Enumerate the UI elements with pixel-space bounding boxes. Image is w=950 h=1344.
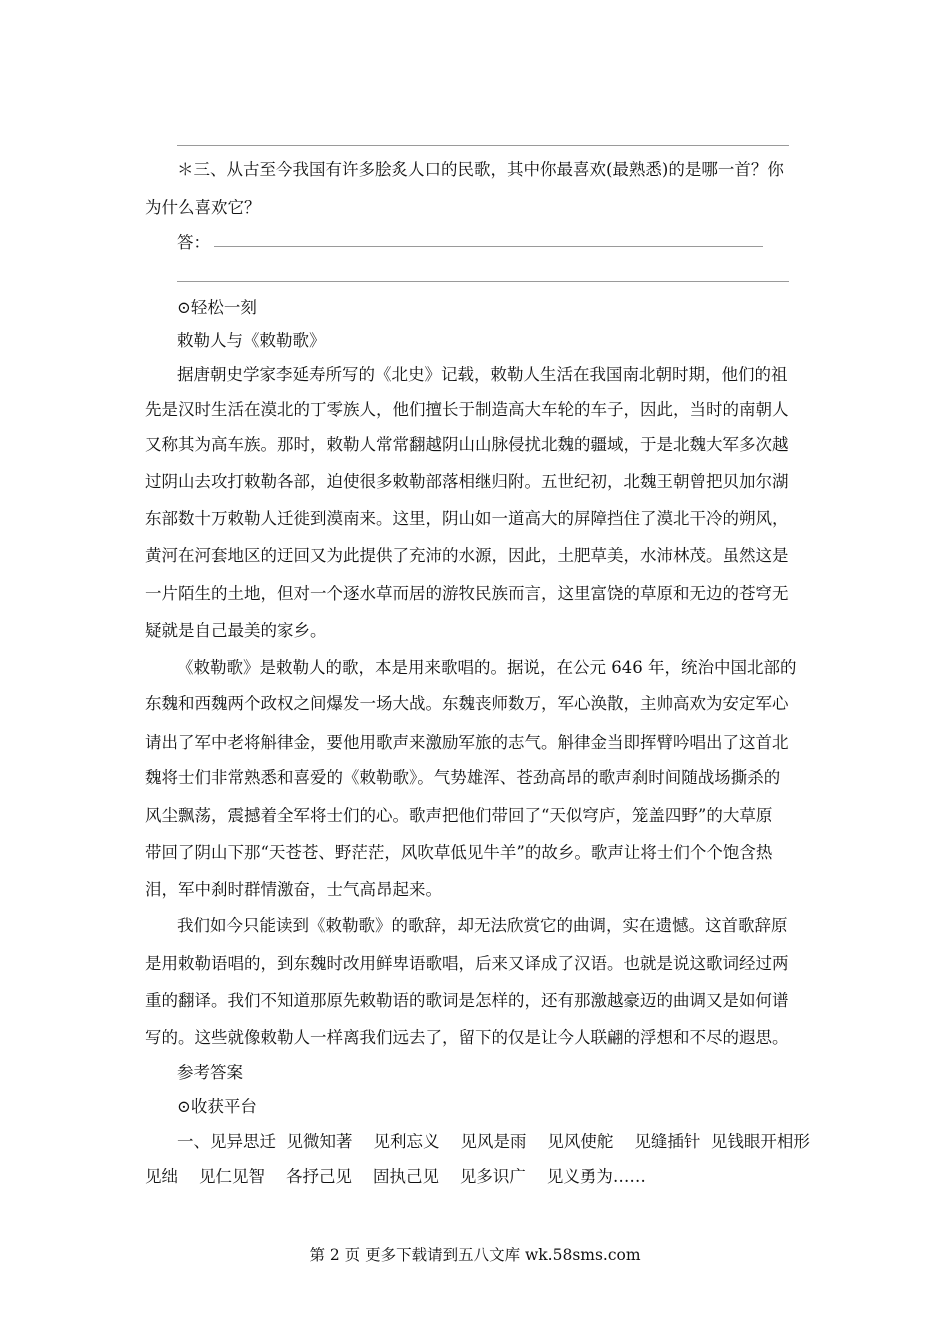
relax-section-heading: ⊙轻松一刻 [177,298,257,317]
answer-label: 答： [177,233,210,252]
article-title: 敕勒人与《敕勒歌》 [177,331,326,350]
paragraph-1-line: 据唐朝史学家李延寿所写的《北史》记载，敕勒人生活在我国南北朝时期，他们的祖 [177,365,788,384]
answer-line-2: 见绌 见仁见智 各抒己见 固执己见 见多识广 见义勇为…… [145,1167,646,1186]
paragraph-3-line: 是用敕勒语唱的，到东魏时改用鲜卑语歌唱，后来又译成了汉语。也就是说这歌词经过两 [145,954,789,973]
paragraph-1-line: 先是汉时生活在漠北的丁零族人，他们擅长于制造高大车轮的车子，因此，当时的南朝人 [145,400,789,419]
question-3-line-1: ＊三、从古至今我国有许多脍炙人口的民歌，其中你最喜欢(最熟悉)的是哪一首？你 [177,160,784,179]
paragraph-2-line: 东魏和西魏两个政权之间爆发一场大战。东魏丧师数万，军心涣散，主帅高欢为安定军心 [145,694,789,713]
paragraph-3-line: 写的。这些就像敕勒人一样离我们远去了，留下的仅是让今人联翩的浮想和不尽的遐思。 [145,1028,789,1047]
paragraph-1-line: 疑就是自己最美的家乡。 [145,621,327,640]
paragraph-2-line: 带回了阴山下那“天苍苍、野茫茫，风吹草低见牛羊”的故乡。歌声让将士们个个饱含热 [145,843,773,862]
paragraph-2-line: 风尘飘荡，震撼着全军将士们的心。歌声把他们带回了“天似穹庐，笼盖四野”的大草原 [145,806,773,825]
paragraph-2-line: 请出了军中老将斛律金，要他用歌声来激励军旅的志气。斛律金当即挥臂吟唱出了这首北 [145,733,789,752]
paragraph-1-line: 又称其为高车族。那时，敕勒人常常翻越阴山山脉侵扰北魏的疆域，于是北魏大军多次越 [145,435,789,454]
page-footer: 第 2 页 更多下载请到五八文库 wk.58sms.com [309,1246,641,1264]
paragraph-1-line: 黄河在河套地区的迂回又为此提供了充沛的水源，因此，土肥草美，水沛林茂。虽然这是 [145,546,789,565]
paragraph-1-line: 东部数十万敕勒人迁徙到漠南来。这里，阴山如一道高大的屏障挡住了漠北干冷的朔风， [145,509,789,528]
paragraph-3-line: 我们如今只能读到《敕勒歌》的歌辞，却无法欣赏它的曲调，实在遗憾。这首歌辞原 [177,916,788,935]
paragraph-1-line: 过阴山去攻打敕勒各部，迫使很多敕勒部落相继归附。五世纪初，北魏王朝曾把贝加尔湖 [145,472,789,491]
answers-heading: 参考答案 [177,1063,243,1082]
question-3-line-2: 为什么喜欢它？ [145,198,261,217]
answer-line-1: 一、见异思迁 见微知著 见利忘义 见风是雨 见风使舵 见缝插针 见钱眼开相形 [177,1132,810,1151]
paragraph-3-line: 重的翻译。我们不知道那原先敕勒语的歌词是怎样的，还有那激越豪迈的曲调又是如何谱 [145,991,789,1010]
paragraph-1-line: 一片陌生的土地，但对一个逐水草而居的游牧民族而言，这里富饶的草原和无边的苍穹无 [145,584,789,603]
paragraph-2-line: 泪，军中刹时群情激奋，士气高昂起来。 [145,880,442,899]
answer-blank-line [177,281,789,282]
paragraph-2-line: 《敕勒歌》是敕勒人的歌，本是用来歌唱的。据说，在公元 646 年，统治中国北部的 [177,658,797,677]
answer-blank-line [177,145,789,146]
answer-blank-line [214,246,763,247]
paragraph-2-line: 魏将士们非常熟悉和喜爱的《敕勒歌》。气势雄浑、苍劲高昂的歌声刹时间随战场撕杀的 [145,768,781,787]
harvest-section-heading: ⊙收获平台 [177,1097,257,1116]
